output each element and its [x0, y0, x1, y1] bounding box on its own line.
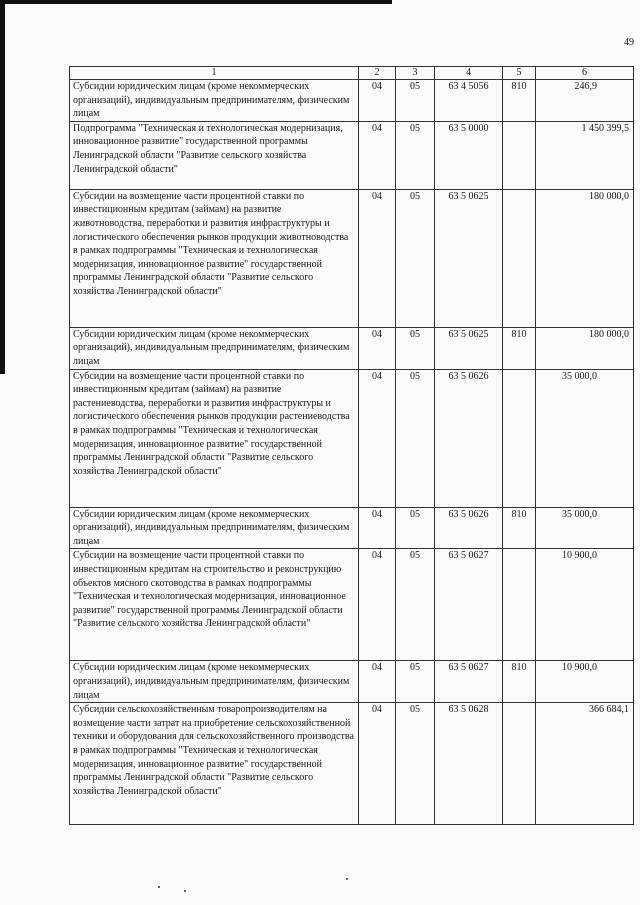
row-amount-cell: 1 450 399,5 [536, 121, 634, 189]
row-subsection-cell: 05 [396, 369, 435, 507]
table-row [70, 121, 634, 189]
table-row [70, 703, 634, 825]
row-expense-type-cell [503, 549, 536, 661]
row-section-cell: 04 [359, 369, 396, 507]
row-name-cell: Субсидии юридическим лицам (кроме некоммерческих организаций), индивидуальным предпринимателям, физическим лицам [70, 507, 359, 549]
row-section-cell: 04 [359, 121, 396, 189]
scan-speck [346, 878, 348, 880]
row-name-cell: Субсидии сельскохозяйственным товаропроизводителям на возмещение части затрат на приобретение сельскохозяйственной техники и оборудования для сельскохозяйственного производства в рамках подпрограммы "Техническая и технологическая модернизация, инновационное развитие" государственной программы Ленинградской области "Развитие сельского хозяйства Ленинградской области" [70, 703, 359, 825]
row-section-cell: 04 [359, 80, 396, 122]
row-amount-cell: 10 900,0 [536, 661, 634, 703]
column-header-target: 4 [435, 67, 503, 80]
row-target-cell: 63 5 0627 [435, 661, 503, 703]
row-target-cell: 63 4 5056 [435, 80, 503, 122]
table-row [70, 507, 634, 549]
row-expense-type-cell: 810 [503, 327, 536, 369]
row-name-cell: Субсидии на возмещение части процентной ставки по инвестиционным кредитам (займам) на развитие животноводства, переработки и развития инфраструктуры и логистического обеспечения рынков продукции животноводства в рамках подпрограммы "Техническая и технологическая модернизация, инновационное развитие" государственной программы Ленинградской области "Развитие сельского хозяйства Ленинградской области" [70, 189, 359, 327]
row-name-cell: Субсидии на возмещение части процентной ставки по инвестиционным кредитам на строительство и реконструкцию объектов мясного скотоводства в рамках подпрограммы "Техническая и технологическая модернизация, инновационное развитие" государственной программы Ленинградской области "Развитие сельского хозяйства Ленинградской области" [70, 549, 359, 661]
row-subsection-cell: 05 [396, 80, 435, 122]
row-target-cell: 63 5 0628 [435, 703, 503, 825]
row-amount-cell: 366 684,1 [536, 703, 634, 825]
row-amount-cell: 180 000,0 [536, 189, 634, 327]
budget-table [69, 66, 634, 825]
row-subsection-cell: 05 [396, 661, 435, 703]
row-subsection-cell: 05 [396, 507, 435, 549]
row-section-cell: 04 [359, 549, 396, 661]
row-subsection-cell: 05 [396, 189, 435, 327]
page-number: 49 [624, 37, 634, 48]
scan-speck [184, 890, 186, 892]
row-section-cell: 04 [359, 189, 396, 327]
row-subsection-cell: 05 [396, 327, 435, 369]
row-expense-type-cell [503, 189, 536, 327]
row-expense-type-cell [503, 703, 536, 825]
row-name-cell: Подпрограмма "Техническая и технологическая модернизация, инновационное развитие" государственной программы Ленинградской области "Развитие сельского хозяйства Ленинградской области" [70, 121, 359, 189]
table-row [70, 327, 634, 369]
row-subsection-cell: 05 [396, 703, 435, 825]
column-header-subsection: 3 [396, 67, 435, 80]
row-expense-type-cell [503, 369, 536, 507]
row-target-cell: 63 5 0625 [435, 189, 503, 327]
row-subsection-cell: 05 [396, 121, 435, 189]
column-header-amount: 6 [536, 67, 634, 80]
row-subsection-cell: 05 [396, 549, 435, 661]
row-section-cell: 04 [359, 327, 396, 369]
row-amount-cell: 35 000,0 [536, 507, 634, 549]
column-header-name: 1 [70, 67, 359, 80]
column-header-section: 2 [359, 67, 396, 80]
row-expense-type-cell: 810 [503, 507, 536, 549]
row-target-cell: 63 5 0627 [435, 549, 503, 661]
table-row [70, 661, 634, 703]
column-header-expense-type: 5 [503, 67, 536, 80]
row-name-cell: Субсидии юридическим лицам (кроме некоммерческих организаций), индивидуальным предпринимателям, физическим лицам [70, 80, 359, 122]
row-amount-cell: 180 000,0 [536, 327, 634, 369]
table-row [70, 549, 634, 661]
row-section-cell: 04 [359, 661, 396, 703]
row-section-cell: 04 [359, 507, 396, 549]
table-header-row [70, 67, 634, 80]
row-target-cell: 63 5 0626 [435, 369, 503, 507]
row-section-cell: 04 [359, 703, 396, 825]
row-amount-cell: 35 000,0 [536, 369, 634, 507]
scan-edge-left [0, 0, 5, 374]
scan-edge-top [0, 0, 392, 4]
row-name-cell: Субсидии на возмещение части процентной ставки по инвестиционным кредитам (займам) на развитие растениеводства, переработки и развития инфраструктуры и логистического обеспечения рынков продукции растениеводства в рамках подпрограммы "Техническая и технологическая модернизация, инновационное развитие" государственной программы Ленинградской области "Развитие сельского хозяйства Ленинградской области" [70, 369, 359, 507]
row-amount-cell: 10 900,0 [536, 549, 634, 661]
table-row [70, 369, 634, 507]
table-row [70, 189, 634, 327]
row-name-cell: Субсидии юридическим лицам (кроме некоммерческих организаций), индивидуальным предпринимателям, физическим лицам [70, 661, 359, 703]
row-target-cell: 63 5 0000 [435, 121, 503, 189]
row-target-cell: 63 5 0625 [435, 327, 503, 369]
row-expense-type-cell: 810 [503, 661, 536, 703]
row-amount-cell: 246,9 [536, 80, 634, 122]
row-expense-type-cell: 810 [503, 80, 536, 122]
row-name-cell: Субсидии юридическим лицам (кроме некоммерческих организаций), индивидуальным предпринимателям, физическим лицам [70, 327, 359, 369]
scan-speck [158, 886, 160, 888]
table-row [70, 80, 634, 122]
row-target-cell: 63 5 0626 [435, 507, 503, 549]
row-expense-type-cell [503, 121, 536, 189]
